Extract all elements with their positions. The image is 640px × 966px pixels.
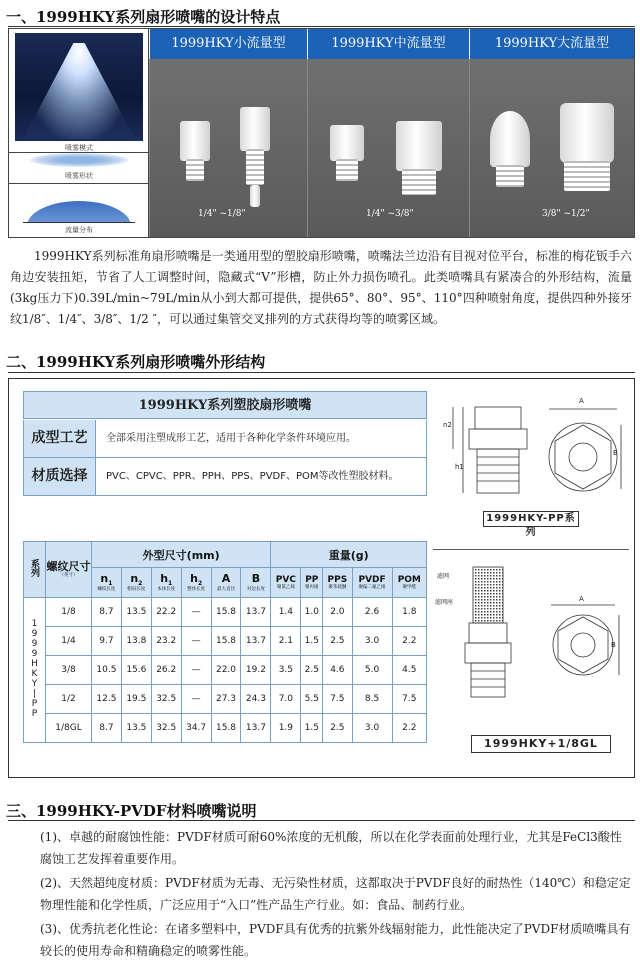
thread-header: 螺纹尺寸 （英寸） (46, 542, 92, 598)
pvdf-item-2: (2)、天然超纯度材质：PVDF材质为无毒、无污染性材质，这都取决于PVDF良好的耐热性（140℃）和稳定定物理性能和化学性质，广泛应用于“入口”性产品生产行业。如：食品、制药行业。 (40, 876, 631, 912)
dim-cell: 32.5 (151, 685, 181, 714)
dim-cell: 13.7 (241, 598, 271, 627)
dim-b-label: B (611, 641, 616, 649)
weight-cell: 1.4 (271, 598, 301, 627)
dim-col-header: $h_2$ 整体长度 (181, 568, 211, 598)
dim-cell: 34.7 (181, 714, 211, 743)
thread-cell: 1/4 (46, 627, 92, 656)
dim-cell: 15.6 (121, 656, 151, 685)
pvdf-item-1: (1)、卓越的耐腐蚀性能：PVDF材质可耐60%浓度的无机酸，所以在化学表面前处理行业，尤其是FeCl3酸性腐蚀工艺发挥着重要作用。 (40, 830, 622, 866)
nozzle-image (330, 125, 364, 161)
spray-legend (9, 29, 149, 237)
dim-cell: 10.5 (92, 656, 122, 685)
table-row (24, 714, 427, 743)
weight-cell: 1.9 (271, 714, 301, 743)
dim-a-label: A (579, 595, 584, 603)
nozzle-image (560, 103, 614, 163)
dim-cell: 19.2 (241, 656, 271, 685)
weight-cell: 7.5 (392, 685, 426, 714)
dim-a-label: A (579, 397, 584, 405)
dim-cell: — (181, 598, 211, 627)
weight-cell: 2.1 (271, 627, 301, 656)
dim-cell: 23.2 (151, 627, 181, 656)
weight-col-header: PP 聚丙烯 (301, 568, 323, 598)
weight-cell: 2.5 (323, 714, 352, 743)
dim-col-header: A 最大直径 (211, 568, 241, 598)
nozzle-image (490, 111, 530, 167)
dim-cell: 8.7 (92, 598, 122, 627)
dim-cell: 9.7 (92, 627, 122, 656)
thread-cell: 3/8 (46, 656, 92, 685)
dim-cell: 26.2 (151, 656, 181, 685)
spec-table (23, 541, 427, 743)
dim-cell: 19.5 (121, 685, 151, 714)
weight-cell: 1.5 (301, 627, 323, 656)
weight-cell: 7.5 (323, 685, 352, 714)
column-small-flow-header: 1999HKY小流量型 (149, 29, 307, 59)
dim-cell: 13.8 (121, 627, 151, 656)
column-small-flow (149, 59, 307, 237)
section-1-title: 一、1999HKY系列扇形喷嘴的设计特点 (6, 8, 281, 26)
dim-cell: 15.8 (211, 714, 241, 743)
dim-cell: 15.8 (211, 598, 241, 627)
weight-cell: 4.6 (323, 656, 352, 685)
flow-distribution-image (23, 195, 135, 223)
weight-col-header: PVC 聚氯乙烯 (271, 568, 301, 598)
material-value: 全部采用注塑成形工艺，适用于各种化学条件环境应用。 (106, 433, 356, 444)
filter-label: 滤网 (437, 573, 450, 580)
dim-h1-label: h1 (455, 463, 464, 471)
spray-shape-image (29, 153, 129, 167)
dim-col-header: $n_2$ 帽肩长度 (121, 568, 151, 598)
nozzle-image (240, 107, 270, 151)
dim-cell: 13.7 (241, 714, 271, 743)
dim-cell: 15.8 (211, 627, 241, 656)
column-large-flow-header: 1999HKY大流量型 (469, 29, 634, 59)
weight-col-header: PPS 聚苯硫醚 (323, 568, 352, 598)
weight-cell: 5.0 (352, 656, 392, 685)
weight-cell: 2.5 (323, 627, 352, 656)
spray-pattern-label: 喷雾模式 (65, 144, 93, 152)
dim-cell: 27.3 (211, 685, 241, 714)
weight-cell: 2.0 (323, 598, 352, 627)
table-row (24, 685, 427, 714)
table-row (24, 656, 427, 685)
weight-cell: 1.5 (301, 714, 323, 743)
dim-cell: 22.0 (211, 656, 241, 685)
drawing-gl-series-label: 1999HKY+1/8GL (471, 735, 611, 753)
table-row (24, 598, 427, 627)
nozzle-image (180, 121, 210, 161)
dim-cell: — (181, 627, 211, 656)
dim-cell: 13.7 (241, 627, 271, 656)
material-table-title: 1999HKY系列塑胶扇形喷嘴 (23, 391, 427, 419)
spray-shape-label: 喷雾形状 (65, 172, 93, 180)
dim-cell: 24.3 (241, 685, 271, 714)
dim-cell: 12.5 (92, 685, 122, 714)
weight-col-header: POM 聚甲醛 (392, 568, 426, 598)
filter-cap-label: 滤网座 (435, 599, 454, 606)
weight-cell: 2.2 (392, 714, 426, 743)
weight-col-header: PVDF 聚偏二氟乙烯 (352, 568, 392, 598)
dim-cell: — (181, 685, 211, 714)
weight-cell: 3.5 (271, 656, 301, 685)
dim-col-header: $n_1$ 螺纹长度 (92, 568, 122, 598)
weight-cell: 8.5 (352, 685, 392, 714)
large-flow-range: 3/8" ~1/2" (542, 209, 590, 219)
dim-cell: 8.7 (92, 714, 122, 743)
weight-cell: 2.5 (301, 656, 323, 685)
drawing-pp-series-label: 1999HKY-PP系列 (483, 511, 579, 527)
section-3-rule (8, 820, 635, 821)
features-panel (8, 28, 635, 238)
material-row-material (23, 458, 427, 496)
dim-cell: 22.2 (151, 598, 181, 627)
weight-header: 重量(g) (271, 542, 427, 568)
description-paragraph: 1999HKY系列标准角扇形喷嘴是一类通用型的塑胶扇形喷嘴，喷嘴法兰边沿有目视对位平台，标准的梅花钣手六角边安装扭矩，节省了人工调整时间，隐藏式“V”形槽，防止外力损伤喷孔。此类喷嘴具有紧凑合的外形结构，流量(3kg压力下)0.39L/min~79L/min从小到大都可提供，提供65°、80°、95°、110°四种喷射角度，提供四种外接牙纹1/8″、1/4″、3/8″、1/2 ″，可以通过集管交叉排列的方式获得均等的喷雾区域。 (10, 249, 632, 326)
series-header: 系列 (24, 542, 46, 598)
weight-cell: 5.5 (301, 685, 323, 714)
dims-header: 外型尺寸(mm) (92, 542, 271, 568)
table-row (24, 627, 427, 656)
weight-cell: 1.8 (392, 598, 426, 627)
pvdf-item-3: (3)、优秀抗老化性论：在诸多塑料中，PVDF具有优秀的抗紫外线辐射能力，此性能决定了PVDF材质喷嘴具有较长的使用寿命和精确稳定的喷雾性能。 (40, 922, 631, 958)
dim-col-header: $h_1$ 本体长度 (151, 568, 181, 598)
medium-flow-range: 1/4" ~3/8" (366, 209, 414, 219)
section-3-title: 三、1999HKY-PVDF材料喷嘴说明 (6, 802, 257, 820)
technical-drawing (433, 557, 629, 727)
dim-cell: 13.5 (121, 598, 151, 627)
weight-cell: 3.0 (352, 627, 392, 656)
material-key: 材质选择 (24, 458, 96, 495)
dim-col-header: B 对边长度 (241, 568, 271, 598)
material-row-process (23, 420, 427, 458)
drawing-gl-series (433, 557, 629, 727)
weight-cell: 7.0 (271, 685, 301, 714)
column-medium-flow (307, 59, 469, 237)
weight-cell: 4.5 (392, 656, 426, 685)
dim-cell: 32.5 (151, 714, 181, 743)
series-cell: 1999HKY|PP (24, 598, 46, 743)
small-flow-range: 1/4" ~1/8" (198, 209, 246, 219)
weight-cell: 2.2 (392, 627, 426, 656)
spray-pattern-image (15, 33, 143, 141)
column-medium-flow-header: 1999HKY中流量型 (307, 29, 469, 59)
column-large-flow (469, 59, 634, 237)
thread-cell: 1/8 (46, 598, 92, 627)
thread-cell: 1/2 (46, 685, 92, 714)
nozzle-image (396, 121, 442, 171)
dim-cell: — (181, 656, 211, 685)
thread-cell: 1/8GL (46, 714, 92, 743)
section-2-title: 二、1999HKY系列扇形喷嘴外形结构 (6, 353, 266, 371)
weight-cell: 1.0 (301, 598, 323, 627)
dim-cell: 13.5 (121, 714, 151, 743)
material-value: PVC、CPVC、PPR、PPH、PPS、PVDF、POM等改性塑胶材料。 (106, 471, 399, 482)
material-key: 成型工艺 (24, 420, 96, 457)
weight-cell: 3.0 (352, 714, 392, 743)
flow-distribution-label: 流量分布 (65, 226, 93, 234)
section-1-rule (8, 26, 635, 27)
section-2-rule (8, 372, 635, 373)
dim-n2-label: n2 (443, 421, 452, 429)
structure-panel (8, 378, 635, 778)
weight-cell: 2.6 (352, 598, 392, 627)
dim-b-label: B (613, 449, 618, 457)
